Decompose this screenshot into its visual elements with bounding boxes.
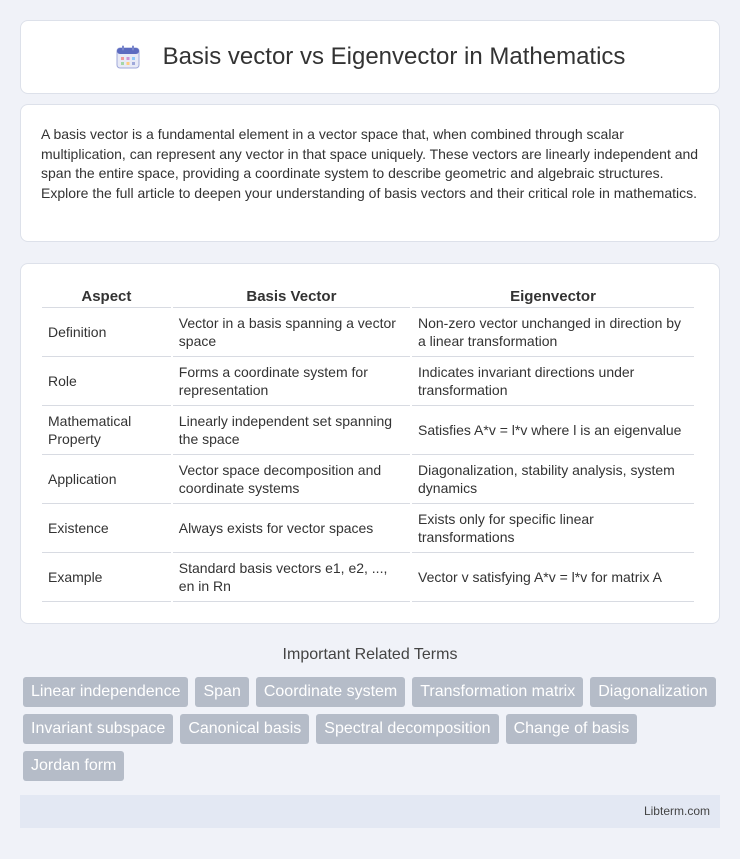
header-eigenvector: Eigenvector bbox=[412, 288, 694, 308]
related-term-tag[interactable]: Span bbox=[195, 677, 248, 707]
cell-aspect: Existence bbox=[42, 504, 171, 553]
table-header-row bbox=[42, 288, 694, 308]
cell-aspect: Mathematical Property bbox=[42, 406, 171, 455]
cell-basis-vector: Vector space decomposition and coordinate systems bbox=[173, 455, 410, 504]
cell-aspect: Example bbox=[42, 553, 171, 602]
cell-eigenvector: Non-zero vector unchanged in direction by a linear transformation bbox=[412, 308, 694, 357]
related-terms-list bbox=[23, 677, 723, 788]
table-row bbox=[42, 504, 694, 553]
comparison-card bbox=[20, 263, 720, 624]
related-term-tag[interactable]: Linear independence bbox=[23, 677, 188, 707]
related-term-tag[interactable]: Diagonalization bbox=[590, 677, 715, 707]
header-card bbox=[20, 20, 720, 94]
page-title: Basis vector vs Eigenvector in Mathematics bbox=[162, 43, 626, 70]
related-term-tag[interactable]: Coordinate system bbox=[256, 677, 405, 707]
related-term-tag[interactable]: Transformation matrix bbox=[412, 677, 583, 707]
comparison-table bbox=[40, 288, 696, 602]
header-aspect: Aspect bbox=[42, 288, 171, 308]
related-term-tag[interactable]: Invariant subspace bbox=[23, 714, 173, 744]
table-row bbox=[42, 455, 694, 504]
related-term-tag[interactable]: Change of basis bbox=[506, 714, 638, 744]
related-term-tag[interactable]: Canonical basis bbox=[180, 714, 309, 744]
intro-card bbox=[20, 104, 720, 242]
cell-basis-vector: Standard basis vectors e1, e2, ..., en in Rn bbox=[173, 553, 410, 602]
footer bbox=[20, 795, 720, 828]
cell-eigenvector: Indicates invariant directions under transformation bbox=[412, 357, 694, 406]
cell-aspect: Role bbox=[42, 357, 171, 406]
cell-eigenvector: Diagonalization, stability analysis, system dynamics bbox=[412, 455, 694, 504]
footer-site-link[interactable]: Libterm.com bbox=[643, 804, 710, 818]
cell-basis-vector: Linearly independent set spanning the space bbox=[173, 406, 410, 455]
cell-eigenvector: Exists only for specific linear transformations bbox=[412, 504, 694, 553]
related-term-tag[interactable]: Spectral decomposition bbox=[316, 714, 498, 744]
cell-basis-vector: Forms a coordinate system for representation bbox=[173, 357, 410, 406]
cell-eigenvector: Satisfies A*v = l*v where l is an eigenvalue bbox=[412, 406, 694, 455]
related-term-tag[interactable]: Jordan form bbox=[23, 751, 124, 781]
related-terms-title: Important Related Terms bbox=[282, 646, 458, 663]
calendar-icon bbox=[115, 44, 141, 70]
table-row bbox=[42, 406, 694, 455]
table-row bbox=[42, 357, 694, 406]
table-row bbox=[42, 553, 694, 602]
cell-aspect: Definition bbox=[42, 308, 171, 357]
cell-basis-vector: Always exists for vector spaces bbox=[173, 504, 410, 553]
cell-basis-vector: Vector in a basis spanning a vector space bbox=[173, 308, 410, 357]
intro-text: A basis vector is a fundamental element in a vector space that, when combined through scalar multiplication, can represent any vector in that space uniquely. These vectors are linearly independent and span the entire space, providing a coordinate system to describe geometric and algebraic structures. Explore the full article to deepen your understanding of basis vectors and their critical role in mathematics. bbox=[41, 126, 699, 201]
table-row bbox=[42, 308, 694, 357]
header-basis-vector: Basis Vector bbox=[173, 288, 410, 308]
cell-aspect: Application bbox=[42, 455, 171, 504]
cell-eigenvector: Vector v satisfying A*v = l*v for matrix A bbox=[412, 553, 694, 602]
